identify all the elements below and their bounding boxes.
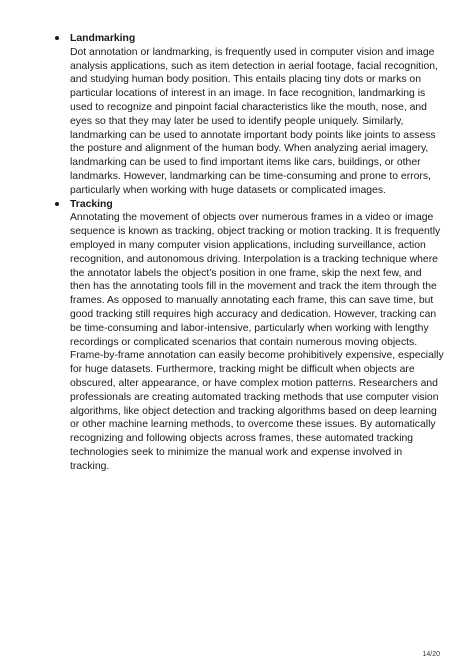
section-heading: Tracking <box>70 198 113 210</box>
bullet-icon <box>55 202 59 206</box>
section-body: Dot annotation or landmarking, is frequently used in computer vision and image analysis applications, such as item detection in aerial footage, facial recognition, and studying human body position. This entails placing tiny dots or marks on particular locations of interest in an image. In face recognition, landmarking is used to recognize and pinpoint facial characteristics like the mouth, nose, and eyes so that they may later be used to identify people uniquely. Similarly, landmarking can be used to annotate important body points like joints to assess the posture and alignment of the human body. When analyzing aerial imagery, landmarking can be used to find important items like cars, buildings, or other landmarks. However, landmarking can be time-consuming and prone to errors, particularly when working with huge datasets or complicated images. <box>70 46 438 196</box>
section-heading: Landmarking <box>70 33 136 44</box>
page-number: 14/20 <box>422 651 440 658</box>
document-content <box>52 32 444 474</box>
section-landmarking <box>52 32 444 198</box>
section-tracking <box>52 198 444 474</box>
section-body: Annotating the movement of objects over numerous frames in a video or image sequence is known as tracking, object tracking or motion tracking. It is frequently employed in many computer vision applications, including surveillance, action recognition, and autonomous driving. Interpolation is a tracking technique where the annotator labels the object’s position in one frame, skip the next few, and then has the annotating tools fill in the movement and track the item through the frames. As opposed to manually annotating each frame, this can save time, but good tracking still requires high accuracy and dedication. However, tracking can be time-consuming and labor-intensive, particularly when working with lengthy recordings or complicated scenarios that contain numerous moving objects. Frame-by-frame annotation can easily become prohibitively expensive, especially for huge datasets. Furthermore, tracking might be difficult when objects are obscured, alter appearance, or have complex motion patterns. Researchers and professionals are creating automated tracking methods that use computer vision algorithms, like object detection and tracking algorithms based on deep learning or other machine learning methods, to overcome these issues. By automatically recognizing and following objects across frames, these automated tracking technologies seek to minimize the manual work and expense involved in tracking. <box>70 212 444 472</box>
bullet-icon <box>55 36 59 40</box>
